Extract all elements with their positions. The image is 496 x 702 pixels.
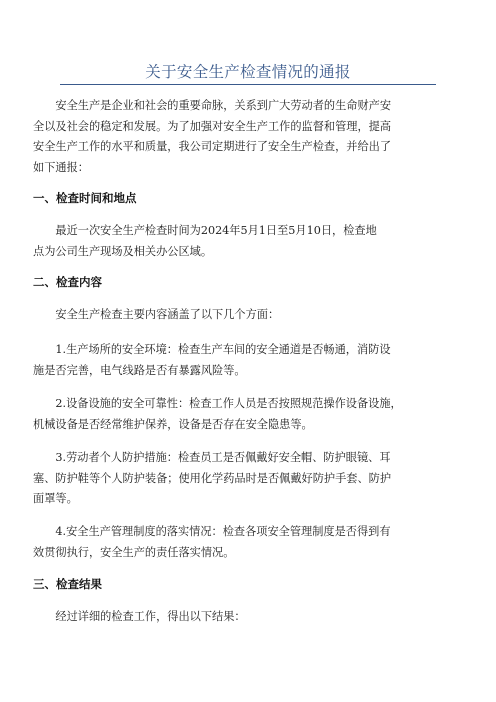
section-heading-time-place: 一、检查时间和地点 bbox=[33, 191, 137, 205]
intro-line: 全以及社会的稳定和发展。为了加强对安全生产工作的监督和管理，提高 bbox=[33, 119, 392, 133]
paragraph-line: 3.劳动者个人防护措施：检查员工是否佩戴好安全帽、防护眼镜、耳 bbox=[55, 451, 391, 464]
paragraph-line: 机械设备是否经常维护保养，设备是否存在安全隐患等。 bbox=[33, 417, 313, 431]
section-heading-results: 三、检查结果 bbox=[33, 577, 102, 591]
intro-paragraph bbox=[33, 96, 465, 178]
list-item-2 bbox=[33, 394, 465, 435]
document-title: 关于安全生产检查情况的通报 bbox=[145, 63, 351, 81]
title-underline bbox=[60, 84, 436, 85]
paragraph-line: 安全生产检查主要内容涵盖了以下几个方面： bbox=[55, 308, 280, 321]
section-heading-content: 二、检查内容 bbox=[33, 275, 102, 289]
paragraph-line: 效贯彻执行，安全生产的责任落实情况。 bbox=[33, 545, 235, 559]
intro-line: 安全生产工作的水平和质量，我公司定期进行了安全生产检查，并给出了 bbox=[33, 140, 392, 153]
section-paragraph bbox=[33, 221, 465, 262]
paragraph-line: 塞、防护鞋等个人防护装备；使用化学药品时是否佩戴好防护手套、防护 bbox=[33, 471, 392, 485]
intro-line: 安全生产是企业和社会的重要命脉，关系到广大劳动者的生命财产安 bbox=[55, 99, 392, 112]
list-item-4 bbox=[33, 522, 465, 563]
paragraph-line: 面罩等。 bbox=[33, 492, 78, 505]
paragraph-line: 点为公司生产现场及相关办公区域。 bbox=[33, 244, 213, 258]
section-paragraph bbox=[33, 305, 465, 326]
paragraph-line: 2.设备设施的安全可靠性：检查工作人员是否按照规范操作设备设施， bbox=[55, 397, 402, 410]
paragraph-line: 最近一次安全生产检查时间为2024年5月1日至5月10日，检查地 bbox=[55, 224, 377, 237]
list-item-1 bbox=[33, 340, 465, 381]
section-paragraph bbox=[33, 607, 465, 628]
paragraph-line: 1.生产场所的安全环境：检查生产车间的安全通道是否畅通，消防设 bbox=[55, 343, 391, 356]
paragraph-line: 施是否完善，电气线路是否有暴露风险等。 bbox=[33, 363, 246, 377]
paragraph-line: 4.安全生产管理制度的落实情况：检查各项安全管理制度是否得到有 bbox=[55, 525, 391, 538]
paragraph-line: 经过详细的检查工作，得出以下结果： bbox=[55, 610, 246, 623]
intro-line: 如下通报： bbox=[33, 160, 89, 174]
list-item-3 bbox=[33, 448, 465, 510]
